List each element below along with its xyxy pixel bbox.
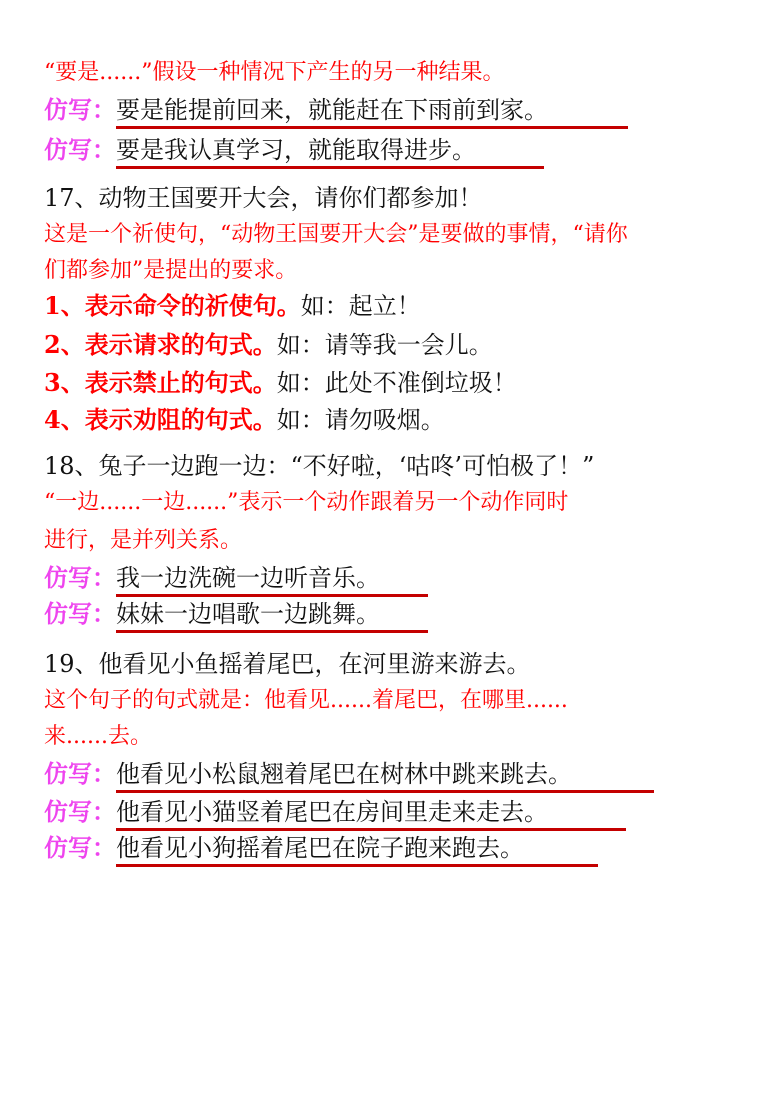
explanation-19-line1: 这个句子的句式就是：他看见......着尾巴，在哪里...... [44, 688, 568, 713]
type-example: 如：请等我一会儿。 [276, 331, 493, 359]
imitation-sentence: 要是我认真学习，就能取得进步。 [116, 136, 544, 169]
imitation-sentence: 他看见小狗摇着尾巴在院子跑来跑去。 [116, 834, 598, 867]
explanation-yaoshi: “要是......”假设一种情况下产生的另一种结果。 [44, 60, 505, 85]
imitation-sentence: 我一边洗碗一边听音乐。 [116, 564, 428, 597]
explanation-17-line2: 们都参加”是提出的要求。 [44, 258, 298, 283]
explanation-17-line1: 这是一个祈使句，“动物王国要开大会”是要做的事情，“请你 [44, 222, 628, 247]
imitation-row [44, 834, 598, 867]
type-heading: 1、表示命令的祈使句。 [44, 291, 301, 320]
imitation-label: 仿写： [44, 797, 116, 826]
imitation-label: 仿写： [44, 135, 116, 164]
type-item-2 [44, 331, 493, 360]
type-example: 如：起立！ [300, 292, 421, 320]
imitation-row [44, 600, 428, 633]
explanation-19-line2: 来......去。 [44, 724, 152, 749]
type-example: 如：请勿吸烟。 [276, 406, 445, 434]
imitation-label: 仿写： [44, 599, 116, 628]
sentence-17: 17、动物王国要开大会，请你们都参加！ [44, 184, 483, 212]
type-example: 如：此处不准倒垃圾！ [276, 369, 517, 397]
imitation-label: 仿写： [44, 833, 116, 862]
imitation-sentence: 他看见小松鼠翘着尾巴在树林中跳来跳去。 [116, 760, 654, 793]
type-item-3 [44, 369, 517, 398]
imitation-sentence: 要是能提前回来，就能赶在下雨前到家。 [116, 96, 628, 129]
imitation-row [44, 798, 626, 831]
imitation-label: 仿写： [44, 563, 116, 592]
sentence-18: 18、兔子一边跑一边：“不好啦，‘咕咚’可怕极了！” [44, 452, 595, 480]
type-item-4 [44, 406, 445, 435]
imitation-row [44, 760, 654, 793]
imitation-row [44, 96, 628, 129]
imitation-label: 仿写： [44, 95, 116, 124]
type-heading: 2、表示请求的句式。 [44, 330, 277, 359]
type-item-1 [44, 292, 421, 321]
imitation-row [44, 564, 428, 597]
type-heading: 3、表示禁止的句式。 [44, 368, 277, 397]
imitation-sentence: 妹妹一边唱歌一边跳舞。 [116, 600, 428, 633]
imitation-label: 仿写： [44, 759, 116, 788]
type-heading: 4、表示劝阻的句式。 [44, 405, 277, 434]
imitation-sentence: 他看见小猫竖着尾巴在房间里走来走去。 [116, 798, 626, 831]
explanation-18-line2: 进行，是并列关系。 [44, 528, 243, 553]
explanation-18-line1: “一边......一边......”表示一个动作跟着另一个动作同时 [44, 490, 569, 515]
imitation-row [44, 136, 544, 169]
sentence-19: 19、他看见小鱼摇着尾巴，在河里游来游去。 [44, 650, 531, 678]
